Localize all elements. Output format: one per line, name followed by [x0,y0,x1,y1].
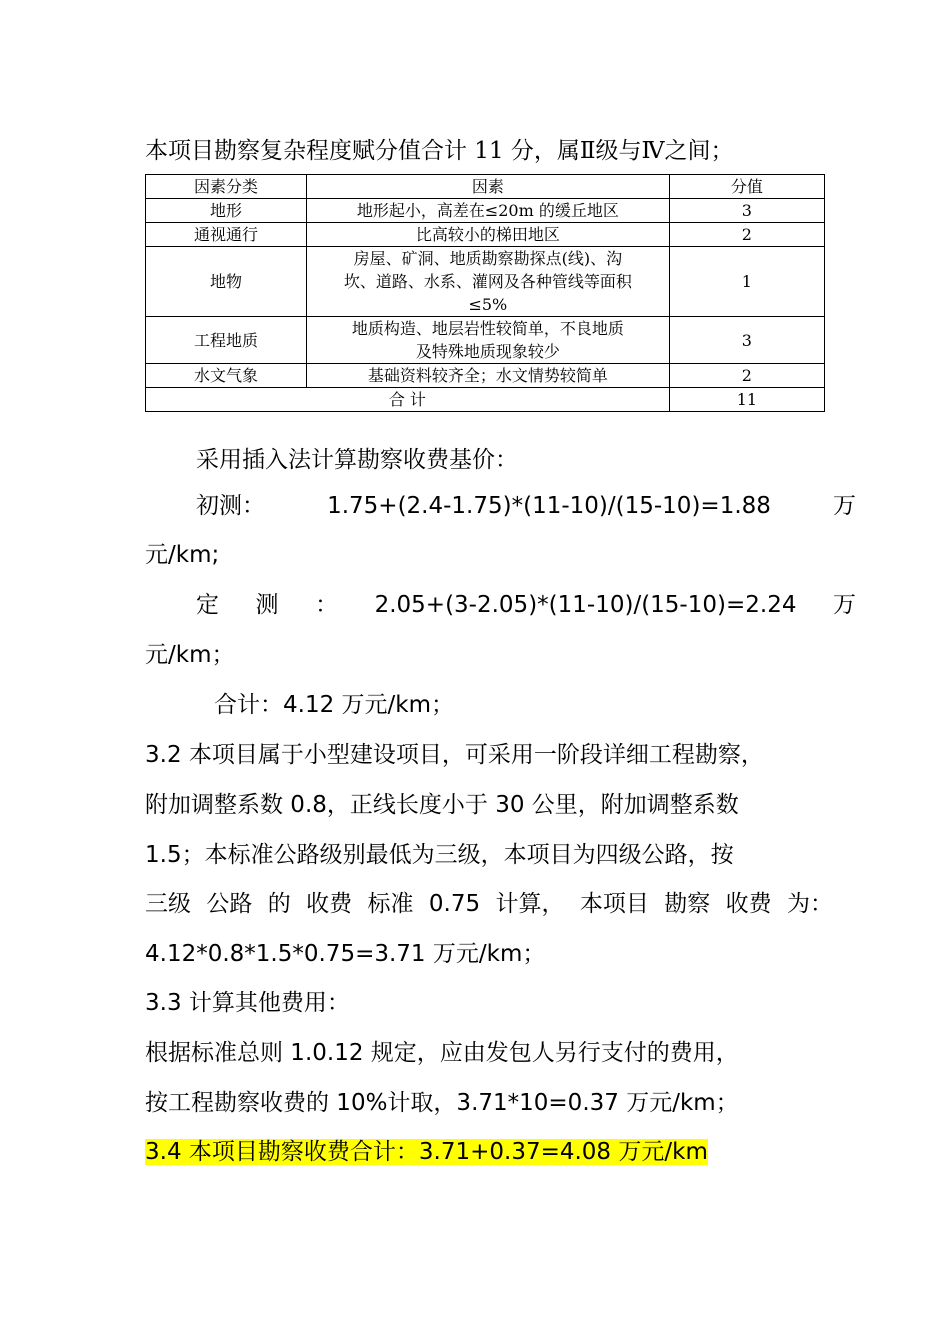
row-category: 地物 [146,247,307,317]
factor-score-table [145,174,825,412]
final-label-2: 测 [255,592,279,618]
line-word: 为： [786,891,833,917]
line-word: 的 [267,891,291,917]
complexity-intro: 本项目勘察复杂程度赋分值合计 11 分，属Ⅱ级与Ⅳ之间； [145,138,734,164]
factor-line: 及特殊地质现象较少 [415,342,560,361]
prelim-label: 初测： [196,493,265,519]
factor-line: 比高较小的梯田地区 [415,225,560,244]
row-category: 水文气象 [146,364,307,388]
factor-line: ≤5% [468,295,508,314]
highlighted-total: 3.4 本项目勘察收费合计：3.71+0.37=4.08 万元/km [145,1139,708,1165]
line-word: 收费 [725,891,772,917]
header-category: 因素分类 [146,175,307,199]
line-word: 本项目 [579,891,649,917]
row-score: 2 [669,364,824,388]
final-formula: 2.05+(3-2.05)*(11-10)/(15-10)=2.24 [374,592,797,618]
row-category: 地形 [146,199,307,223]
row-score: 3 [669,317,824,364]
method-line: 采用插入法计算勘察收费基价： [196,447,518,473]
section-3-3-line-2: 按工程勘察收费的 10%计取，3.71*10=0.37 万元/km； [145,1090,739,1116]
row-factor [306,223,669,247]
header-factor: 因素 [306,175,669,199]
line-word: 收费 [306,891,353,917]
section-3-3-line-1: 根据标准总则 1.0.12 规定，应由发包人另行支付的费用， [145,1040,739,1066]
total-score: 11 [669,388,824,412]
prelim-unit-a: 万 [833,493,856,519]
table-header-row [146,175,825,199]
total-label: 合 计 [146,388,670,412]
factor-line: 基础资料较齐全；水文情势较简单 [367,366,608,385]
row-factor [306,247,669,317]
prelim-unit-line: 元/km; [145,542,220,568]
factor-line: 地质构造、地层岩性较简单，不良地质 [351,319,624,338]
table-row [146,223,825,247]
header-score: 分值 [669,175,824,199]
final-unit-line: 元/km； [145,642,235,668]
table-total-row [146,388,825,412]
factor-line: 房屋、矿洞、地质勘察勘探点(线)、沟 [353,249,623,268]
line-word: 标准 [367,891,414,917]
prelim-formula: 1.75+(2.4-1.75)*(11-10)/(15-10)=1.88 [327,493,771,519]
line-word: 三级 [145,891,191,917]
table-row [146,317,825,364]
final-survey-line [196,590,856,620]
section-3-3-heading: 3.3 计算其他费用： [145,990,350,1016]
section-3-2-line-4 [145,889,833,919]
line-word: 0.75 [428,891,481,917]
section-3-2-line-3: 1.5；本标准公路级别最低为三级，本项目为四级公路，按 [145,842,734,868]
row-category: 通视通行 [146,223,307,247]
line-word: 勘察 [664,891,711,917]
section-3-4-line [145,1137,708,1167]
subtotal-line: 合计：4.12 万元/km； [214,692,454,718]
final-unit-a: 万 [833,592,856,618]
line-word: 计算， [495,891,565,917]
table-row [146,199,825,223]
row-factor [306,317,669,364]
factor-line: 地形起小，高差在≤20m 的缓丘地区 [356,201,619,220]
section-3-2-line-5: 4.12*0.8*1.5*0.75=3.71 万元/km； [145,941,546,967]
table-row [146,247,825,317]
section-3-2-line-2: 附加调整系数 0.8，正线长度小于 30 公里，附加调整系数 [145,792,739,818]
row-factor [306,364,669,388]
row-factor [306,199,669,223]
prelim-survey-line [196,491,856,521]
section-3-2-line-1: 3.2 本项目属于小型建设项目，可采用一阶段详细工程勘察， [145,742,764,768]
final-label-1: 定 [196,592,219,618]
factor-line: 坎、道路、水系、灌网及各种管线等面积 [343,272,632,291]
line-word: 公路 [206,891,253,917]
row-score: 2 [669,223,824,247]
row-category: 工程地质 [146,317,307,364]
row-score: 3 [669,199,824,223]
final-label-3: ： [315,592,339,618]
row-score: 1 [669,247,824,317]
table-row [146,364,825,388]
